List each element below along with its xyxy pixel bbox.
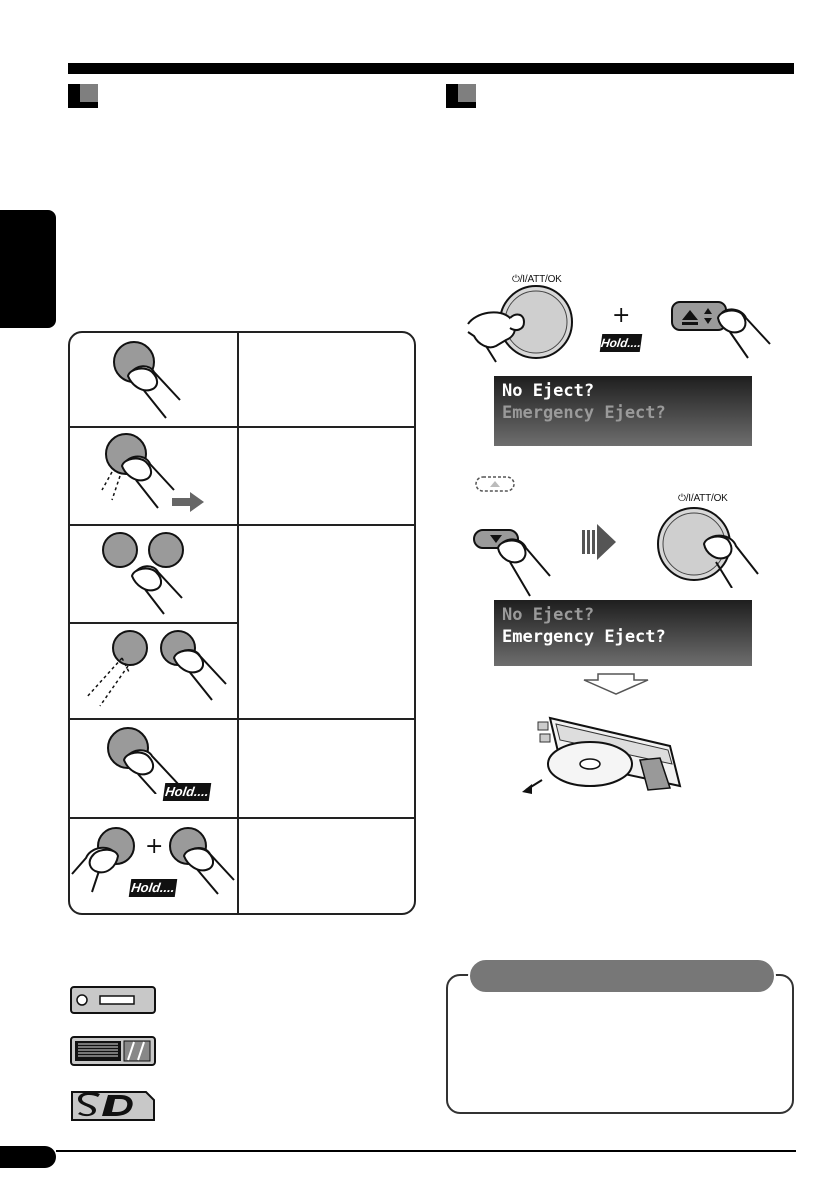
lcd-line: Emergency Eject? [502, 627, 666, 647]
lcd-display [494, 376, 752, 446]
page-number-tab [0, 1146, 56, 1168]
power-button-press-icon [466, 284, 586, 364]
finger-press-icon [90, 338, 230, 422]
top-rule [68, 63, 794, 74]
lcd-line: Emergency Eject? [502, 403, 666, 423]
bottom-rule [56, 1150, 796, 1152]
section-marker-left [68, 84, 98, 108]
hold-badge: Hold.... [600, 336, 642, 350]
arrow-down-icon [580, 672, 652, 696]
two-buttons-icon [90, 530, 230, 618]
sd-card-icon [70, 1090, 156, 1122]
hold-badge: Hold.... [164, 784, 210, 799]
hold-badge: Hold.... [130, 880, 176, 895]
finger-slide-icon [72, 626, 232, 714]
table-row-divider [70, 524, 414, 526]
plus-sign: + [145, 834, 164, 859]
table-row-divider [70, 817, 414, 819]
cd-receiver-icon [70, 986, 156, 1014]
tips-box [446, 974, 794, 1114]
disc-eject-icon [520, 698, 688, 804]
section-marker-right [446, 84, 476, 108]
table-row-divider [70, 426, 414, 428]
power-button-label: ⏻/I/ATT/OK [512, 274, 562, 285]
table-row-divider [70, 622, 238, 624]
display-panel-icon [70, 1036, 156, 1066]
down-button-icon [470, 524, 560, 600]
tips-header [468, 958, 776, 994]
power-button-label: ⏻/I/ATT/OK [678, 493, 728, 504]
plus-sign: + [612, 303, 631, 328]
lcd-display [494, 600, 752, 666]
finger-slide-icon [90, 432, 230, 520]
lcd-line: No Eject? [502, 381, 595, 401]
language-tab [0, 210, 56, 328]
eject-button-icon [668, 294, 778, 364]
power-button-press-icon [640, 504, 760, 588]
up-button-dashed-icon [474, 474, 518, 494]
lcd-line: No Eject? [502, 605, 595, 625]
arrow-right-icon [580, 520, 620, 564]
table-row-divider [70, 718, 414, 720]
